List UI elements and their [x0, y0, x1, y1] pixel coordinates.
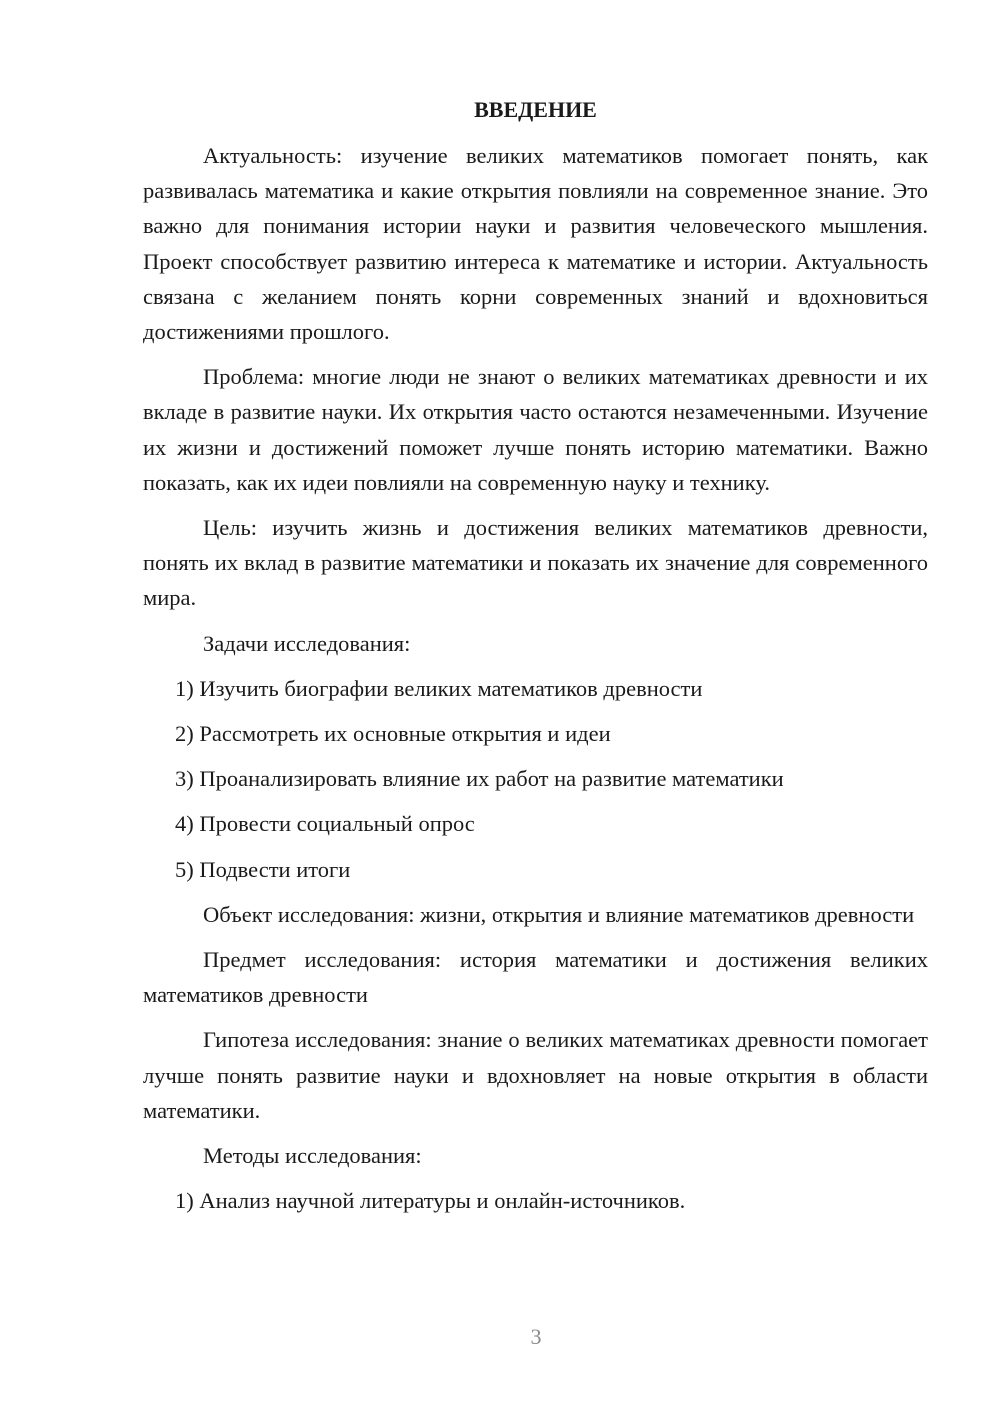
list-item: 1) Изучить биографии великих математиков древности — [175, 675, 703, 701]
list-item: 1) Анализ научной литературы и онлайн-источников. — [175, 1188, 686, 1214]
tasks-heading: Задачи исследования: — [203, 630, 411, 656]
problem-paragraph: Проблема: многие люди не знают о великих математиках древности и их вкладе в развитие науки. Их открытия часто остаются незамеченными. Изучение их жизни и достижений поможет лучше понять историю математики. Важно показать, как их идеи повлияли на современную науку и технику. — [143, 364, 928, 495]
methods-list — [143, 1183, 928, 1218]
page-number: 3 — [530, 1324, 542, 1349]
methods-heading: Методы исследования: — [203, 1143, 422, 1169]
goal-paragraph: Цель: изучить жизнь и достижения великих математиков древности, понять их вклад в развитие математики и показать их значение для современного мира. — [143, 515, 928, 611]
document-page — [143, 92, 928, 1228]
page-title: ВВЕДЕНИЕ — [474, 97, 597, 122]
relevance-paragraph: Актуальность: изучение великих математиков помогает понять, как развивалась математика и какие открытия повлияли на современное знание. Это важно для понимания истории науки и развития человеческого мышления. Проект способствует развитию интереса к математике и истории. Актуальность связана с желанием понять корни современных знаний и вдохновиться достижениями прошлого. — [143, 143, 928, 345]
object-paragraph: Объект исследования: жизни, открытия и влияние математиков древности — [203, 901, 915, 927]
list-item: 2) Рассмотреть их основные открытия и идеи — [175, 721, 611, 747]
subject-paragraph: Предмет исследования: история математики и достижения великих математиков древности — [143, 947, 928, 1008]
tasks-list — [143, 671, 928, 887]
list-item: 3) Проанализировать влияние их работ на развитие математики — [175, 766, 784, 792]
list-item: 5) Подвести итоги — [175, 856, 351, 882]
hypothesis-paragraph: Гипотеза исследования: знание о великих математиках древности помогает лучше понять развитие науки и вдохновляет на новые открытия в области математики. — [143, 1027, 928, 1123]
list-item: 4) Провести социальный опрос — [175, 811, 475, 837]
